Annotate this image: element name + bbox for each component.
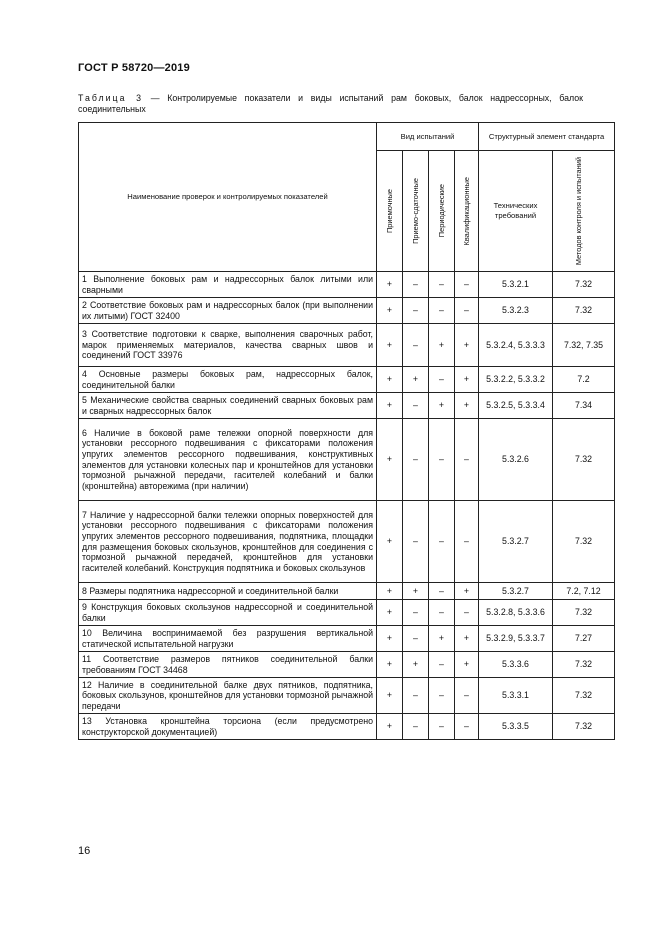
row-test-method: 7.32, 7.35 bbox=[553, 324, 615, 367]
row-technical-requirement: 5.3.2.2, 5.3.3.2 bbox=[479, 367, 553, 393]
row-technical-requirement: 5.3.2.3 bbox=[479, 298, 553, 324]
row-technical-requirement: 5.3.2.8, 5.3.3.6 bbox=[479, 600, 553, 626]
table-row bbox=[79, 652, 615, 678]
test-delivery: – bbox=[403, 272, 429, 298]
test-periodic: – bbox=[429, 678, 455, 714]
row-technical-requirement: 5.3.3.1 bbox=[479, 678, 553, 714]
row-name: 2 Соответствие боковых рам и надрессорных балок (при выполнении их литыми) ГОСТ 32400 bbox=[79, 298, 377, 324]
test-periodic: + bbox=[429, 393, 455, 419]
header-test-types: Вид испытаний bbox=[377, 123, 479, 151]
row-name: 5 Механические свойства сварных соединений сварных боковых рам и сварных надрессорных балок bbox=[79, 393, 377, 419]
row-name: 9 Конструкция боковых скользунов надрессорной и соединительной балки bbox=[79, 600, 377, 626]
test-periodic: – bbox=[429, 419, 455, 501]
header-name-column: Наименование проверок и контролируемых показателей bbox=[79, 123, 377, 272]
test-delivery: + bbox=[403, 367, 429, 393]
test-periodic: – bbox=[429, 298, 455, 324]
row-technical-requirement: 5.3.2.1 bbox=[479, 272, 553, 298]
row-name: 10 Величина воспринимаемой без разрушения вертикальной статической испытательной нагрузки bbox=[79, 626, 377, 652]
test-delivery: – bbox=[403, 501, 429, 583]
test-delivery: + bbox=[403, 652, 429, 678]
test-acceptance: + bbox=[377, 367, 403, 393]
test-acceptance: + bbox=[377, 626, 403, 652]
test-periodic: – bbox=[429, 272, 455, 298]
test-qualification: + bbox=[455, 583, 479, 600]
test-acceptance: + bbox=[377, 678, 403, 714]
test-acceptance: + bbox=[377, 393, 403, 419]
row-name: 12 Наличие в соединительной балке двух пятников, подпятника, боковых скользунов, кронштейнов для установки тормозной рычажной передачи bbox=[79, 678, 377, 714]
page-number: 16 bbox=[78, 845, 91, 857]
row-name: 6 Наличие в боковой раме тележки опорной поверхности для установки рессорного подвешивания с фиксаторами положения упругих элементов рессорного подвешивания, конструктивных элементов для установки колесных пар и кронштейнов для установки тормозной рычажной передачи, гасителей колебаний и балки (кронштейна) авторежима (при наличии) bbox=[79, 419, 377, 501]
row-technical-requirement: 5.3.3.5 bbox=[479, 714, 553, 740]
table-row bbox=[79, 419, 615, 501]
inspection-table bbox=[78, 122, 615, 740]
row-test-method: 7.32 bbox=[553, 419, 615, 501]
header-structural-element: Структурный элемент стандарта bbox=[479, 123, 615, 151]
test-periodic: – bbox=[429, 652, 455, 678]
test-periodic: – bbox=[429, 367, 455, 393]
test-qualification: + bbox=[455, 652, 479, 678]
test-periodic: – bbox=[429, 583, 455, 600]
test-qualification: – bbox=[455, 600, 479, 626]
table-caption-text: — Контролируемые показатели и виды испытаний рам боковых, балок надрессорных, балок соединительных bbox=[78, 93, 583, 114]
table-row bbox=[79, 324, 615, 367]
test-delivery: – bbox=[403, 298, 429, 324]
row-technical-requirement: 5.3.2.7 bbox=[479, 501, 553, 583]
test-qualification: + bbox=[455, 367, 479, 393]
row-test-method: 7.32 bbox=[553, 600, 615, 626]
test-delivery: – bbox=[403, 626, 429, 652]
row-technical-requirement: 5.3.3.6 bbox=[479, 652, 553, 678]
row-test-method: 7.32 bbox=[553, 272, 615, 298]
test-qualification: – bbox=[455, 419, 479, 501]
test-delivery: – bbox=[403, 600, 429, 626]
row-name: 3 Соответствие подготовки к сварке, выполнения сварочных работ, марок применяемых материалов, качества сварных швов и соединений ГОСТ 33976 bbox=[79, 324, 377, 367]
row-test-method: 7.2, 7.12 bbox=[553, 583, 615, 600]
table-row bbox=[79, 272, 615, 298]
table-row bbox=[79, 367, 615, 393]
table-row bbox=[79, 600, 615, 626]
row-name: 11 Соответствие размеров пятников соединительной балки требованиям ГОСТ 34468 bbox=[79, 652, 377, 678]
table-row bbox=[79, 298, 615, 324]
test-qualification: + bbox=[455, 324, 479, 367]
row-technical-requirement: 5.3.2.7 bbox=[479, 583, 553, 600]
test-acceptance: + bbox=[377, 652, 403, 678]
row-test-method: 7.27 bbox=[553, 626, 615, 652]
test-qualification: + bbox=[455, 393, 479, 419]
test-acceptance: + bbox=[377, 324, 403, 367]
row-technical-requirement: 5.3.2.6 bbox=[479, 419, 553, 501]
test-qualification: – bbox=[455, 298, 479, 324]
row-test-method: 7.32 bbox=[553, 298, 615, 324]
header-periodic: Периодические bbox=[429, 151, 455, 272]
header-qualification: Квалификационные bbox=[455, 151, 479, 272]
table-row bbox=[79, 393, 615, 419]
test-qualification: + bbox=[455, 626, 479, 652]
test-delivery: – bbox=[403, 324, 429, 367]
row-name: 13 Установка кронштейна торсиона (если предусмотрено конструкторской документацией) bbox=[79, 714, 377, 740]
test-acceptance: + bbox=[377, 272, 403, 298]
header-test-methods: Методов контроля и испытаний bbox=[553, 151, 615, 272]
test-qualification: – bbox=[455, 714, 479, 740]
test-acceptance: + bbox=[377, 419, 403, 501]
test-periodic: + bbox=[429, 626, 455, 652]
test-qualification: – bbox=[455, 501, 479, 583]
row-name: 7 Наличие у надрессорной балки тележки опорных поверхностей для установки рессорного подвешивания с фиксаторами положения упругих элементов рессорного подвешивания, подпятника, площадки для размещения боковых скользунов, кронштейнов для соединения с тормозной рычажной передачей, кронштейнов для установки гасителей колебаний. Конструкция подпятника и боковых скользунов bbox=[79, 501, 377, 583]
test-periodic: – bbox=[429, 714, 455, 740]
test-delivery: – bbox=[403, 714, 429, 740]
row-name: 8 Размеры подпятника надрессорной и соединительной балки bbox=[79, 583, 377, 600]
test-acceptance: + bbox=[377, 298, 403, 324]
test-delivery: + bbox=[403, 583, 429, 600]
row-test-method: 7.34 bbox=[553, 393, 615, 419]
row-technical-requirement: 5.3.2.5, 5.3.3.4 bbox=[479, 393, 553, 419]
row-name: 1 Выполнение боковых рам и надрессорных балок литыми или сварными bbox=[79, 272, 377, 298]
table-row bbox=[79, 583, 615, 600]
row-test-method: 7.32 bbox=[553, 714, 615, 740]
test-acceptance: + bbox=[377, 714, 403, 740]
test-periodic: – bbox=[429, 501, 455, 583]
row-test-method: 7.32 bbox=[553, 678, 615, 714]
row-test-method: 7.32 bbox=[553, 501, 615, 583]
table-row bbox=[79, 678, 615, 714]
row-test-method: 7.32 bbox=[553, 652, 615, 678]
test-acceptance: + bbox=[377, 583, 403, 600]
table-caption bbox=[78, 93, 583, 115]
table-caption-prefix: Таблица 3 bbox=[78, 93, 144, 103]
test-delivery: – bbox=[403, 678, 429, 714]
row-name: 4 Основные размеры боковых рам, надрессорных балок, соединительной балки bbox=[79, 367, 377, 393]
test-delivery: – bbox=[403, 419, 429, 501]
test-acceptance: + bbox=[377, 501, 403, 583]
test-delivery: – bbox=[403, 393, 429, 419]
test-qualification: – bbox=[455, 272, 479, 298]
test-acceptance: + bbox=[377, 600, 403, 626]
table-row bbox=[79, 714, 615, 740]
header-acceptance: Приемочные bbox=[377, 151, 403, 272]
test-qualification: – bbox=[455, 678, 479, 714]
document-header: ГОСТ Р 58720—2019 bbox=[78, 62, 190, 74]
row-technical-requirement: 5.3.2.4, 5.3.3.3 bbox=[479, 324, 553, 367]
row-technical-requirement: 5.3.2.9, 5.3.3.7 bbox=[479, 626, 553, 652]
table-row bbox=[79, 626, 615, 652]
header-technical-requirements: Технических требований bbox=[479, 151, 553, 272]
test-periodic: – bbox=[429, 600, 455, 626]
header-delivery-acceptance: Приемо-сдаточные bbox=[403, 151, 429, 272]
row-test-method: 7.2 bbox=[553, 367, 615, 393]
test-periodic: + bbox=[429, 324, 455, 367]
table-row bbox=[79, 501, 615, 583]
